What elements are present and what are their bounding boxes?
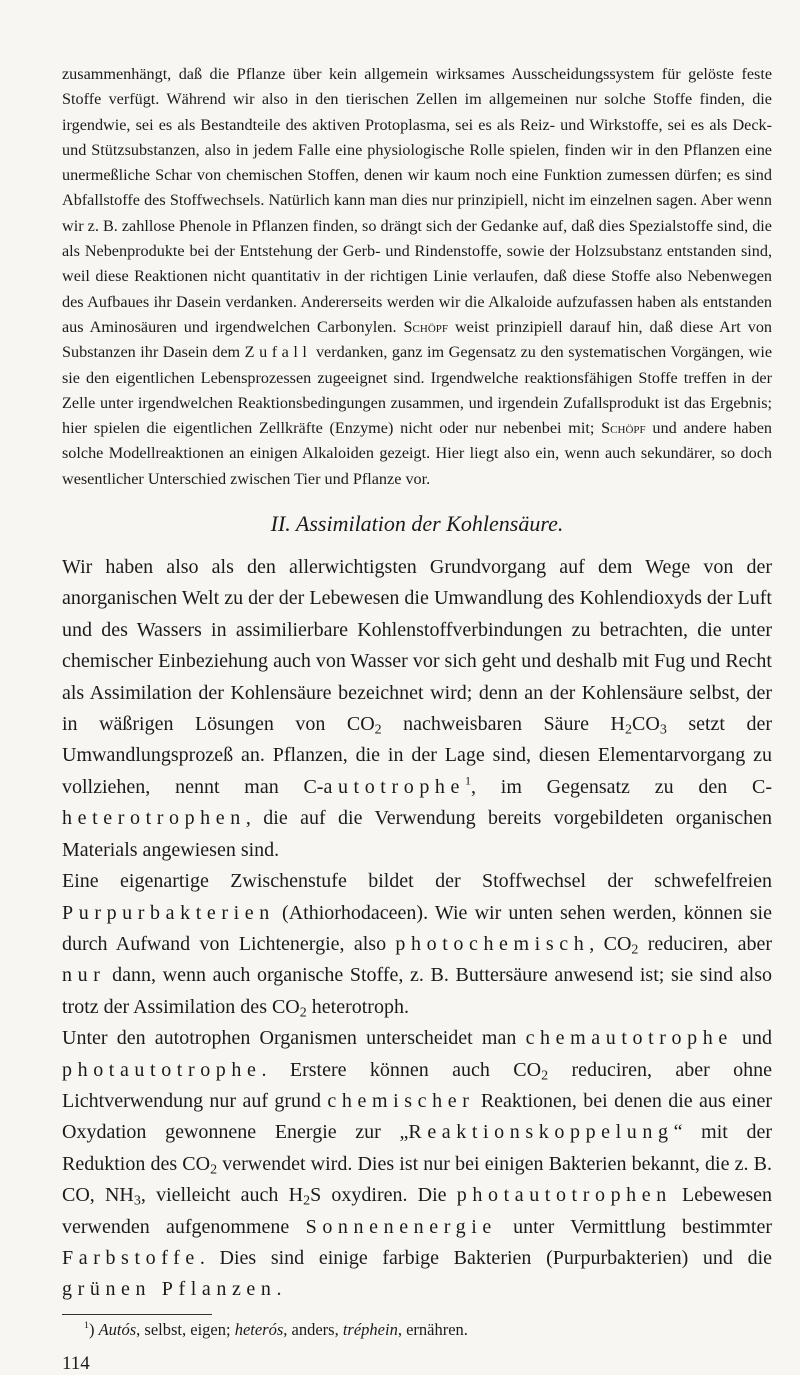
text-run: , im Gegensatz zu den C- xyxy=(471,775,772,798)
emphasis-photautotrophen: photautotrophen xyxy=(456,1184,672,1207)
text-run: reduciren, aber xyxy=(638,932,772,955)
subscript: 2 xyxy=(374,722,382,738)
page-number: 114 xyxy=(62,1352,90,1374)
footnote-term: Autós xyxy=(98,1319,137,1339)
footnote-term: heterós xyxy=(234,1319,284,1339)
text-run: heterotroph. xyxy=(306,995,409,1018)
text-run: . xyxy=(276,1278,282,1301)
intro-text: zusammenhängt, daß die Pflanze über kein allgemein wirksames Ausscheidungssystem für gelöste feste Stoffe verfügt. Während wir also in den tierischen Zellen im allgemeinen nur solche Stoffe finden, die irgendwie, sei es als Bestandteile des aktiven Protoplasma, sei es als Reiz- und Wirkstoffe, sei es als Deck- und Stützsubstanzen, also in jedem Falle eine physiologische Rolle spielen, finden wir in den Pflanzen eine unermeßliche Schar von chemischen Stoffen, denen wir kaum noch eine Funktion zumessen dürfen; es sind Abfallstoffe des Stoffwechsels. Natürlich kann man dies nur prinzipiell, nicht im einzelnen sagen. Aber wenn wir z. B. zahllose Phenole in Pflanzen finden, so drängt sich der Gedanke auf, daß dies Spezialstoffe sind, die als Nebenprodukte bei der Entstehung der Gerb- und Rindenstoffe, sowie der Holzsubstanz entstanden sind, weil diese Reaktionen nicht quantitativ in der richtigen Linie verlaufen, daß diese Stoffe also Nebenwegen des Aufbaues ihr Dasein verdanken. Andererseits werden wir die Alkaloide aufzufassen haben als entstanden aus Aminosäuren und irgendwelchen Carbonylen. xyxy=(62,65,772,336)
emphasis-purpurbakterien: Purpurbakterien xyxy=(62,901,275,924)
text-run: (Athiorhodaceen). Wie wir unten sehen werden, können sie durch Aufwand von Lichtenergie, also xyxy=(62,901,772,955)
subscript: 3 xyxy=(659,722,667,738)
subscript: 2 xyxy=(303,1193,311,1209)
section-heading: II. Assimilation der Kohlensäure. xyxy=(270,511,564,537)
text-run: CO xyxy=(632,713,660,736)
emphasis-heterotrophen: heterotrophen xyxy=(62,807,246,830)
subscript: 2 xyxy=(210,1162,218,1178)
text-run: Wir haben also als den allerwichtigsten Grundvorgang auf dem Wege von der anorganischen Welt zu der der Lebewesen die Umwandlung des Kohlendioxyds der Luft und des Wassers in assimilierbare Kohlenstoffverbindungen zu betrachten, die unter chemischer Einbeziehung auch von Wasser vor sich geht und deshalb mit Fug und Recht als Assimilation der Kohlensäure bezeichnet wird; denn an der Kohlensäure selbst, der in wäßrigen Lösungen von CO xyxy=(62,556,772,736)
emphasis-farbstoffe: Farbstoffe xyxy=(62,1246,200,1269)
text-run: . Erstere können auch CO xyxy=(261,1058,542,1081)
emphasis-chemautotrophe: chemautotrophe xyxy=(525,1027,733,1050)
subscript: 2 xyxy=(625,722,633,738)
intro-paragraph xyxy=(62,62,772,492)
footnote-divider xyxy=(62,1314,212,1315)
subscript: 2 xyxy=(299,1005,307,1021)
paragraph-autotrophe xyxy=(62,1023,772,1306)
text-run: weist prinzipiell darauf hin, daß diese Art von Substanzen ihr Dasein dem xyxy=(62,317,773,362)
emphasis-nur: nur xyxy=(62,964,106,987)
text-run: Unter den autotrophen Organismen unterscheidet man xyxy=(62,1027,526,1050)
text-run: “ mit der Reduktion des CO xyxy=(62,1121,773,1175)
emphasis-photochemisch: photochemisch xyxy=(395,932,590,955)
subscript: 3 xyxy=(133,1193,141,1209)
emphasis-sonnenenergie: Sonnenenergie xyxy=(305,1215,497,1238)
emphasis-autotrophe: autotrophe xyxy=(323,775,465,798)
text-run: nachweisbaren Säure H xyxy=(381,713,626,736)
text-run: , selbst, eigen; xyxy=(136,1319,235,1339)
paragraph-assimilation xyxy=(62,552,772,866)
subscript: 2 xyxy=(631,942,639,958)
text-run: Lebewesen verwenden aufgenommene xyxy=(62,1184,773,1238)
emphasis-gruene-pflanzen: grünen Pflanzen xyxy=(62,1278,277,1301)
text-run: setzt der Umwandlungsprozeß an. Pflanzen, die in der Lage sind, diesen Elementarvorgang zu vollziehen, nennt man C- xyxy=(62,713,773,798)
text-run: . Dies sind einige farbige Bakterien (Purpurbakterien) und die xyxy=(199,1246,772,1269)
text-run: Eine eigenartige Zwischenstufe bildet der Stoffwechsel der schwefelfreien xyxy=(62,870,772,893)
text-run: dann, wenn auch organische Stoffe, z. B. Buttersäure anwesend ist; sie sind also trotz der Assimilation des CO xyxy=(62,964,772,1018)
author-name: Schöpf xyxy=(403,317,448,336)
footnote: $^1$) Autós, selbst, eigen; heterós, anders, tréphein, ernähren. xyxy=(84,1319,468,1339)
text-run: S oxydiren. Die xyxy=(310,1184,457,1207)
text-run: verwendet wird. Dies ist nur bei einigen Bakterien bekannt, die z. B. CO, NH xyxy=(62,1152,772,1207)
text-run: unter Vermittlung bestimmter xyxy=(496,1215,773,1238)
text-run: , anders, xyxy=(283,1319,343,1339)
text-run: reduciren, aber ohne Lichtverwendung nur auf grund xyxy=(62,1058,772,1112)
paragraph-purpurbakterien xyxy=(62,866,772,1023)
text-run: verdanken, ganz im Gegensatz zu den systematischen Vorgängen, wie sie den eigentlichen Lebensprozessen zugeeignet sind. Irgendwelche reaktionsfähigen Stoffe treffen in der Zelle unter irgendwelchen Reaktionsbedingungen zusammen, und irgendein Zufallsprodukt ist das Ergebnis; hier spielen die eigentlichen Zellkräfte (Enzyme) nicht oder nur nebenbei mit; xyxy=(62,343,772,438)
text-run: und xyxy=(732,1027,773,1050)
subscript: 2 xyxy=(541,1068,549,1084)
emphasis-photautotrophe: photautotrophe xyxy=(62,1058,262,1081)
emphasis-zufall: Zufall xyxy=(244,343,312,362)
footnote-term: tréphein xyxy=(342,1319,398,1339)
text-run: , CO xyxy=(589,932,632,955)
text-run: und andere haben solche Modellreaktionen an einigen Alkaloiden gezeigt. Hier liegt also ein, wenn auch sekundärer, so doch wesentlicher Unterschied zwischen Tier und Pflanze vor. xyxy=(62,419,772,488)
text-run: , die auf die Verwendung bereits vorgebildeten organischen Materials angewiesen sind. xyxy=(62,807,772,861)
footnote-reference[interactable]: 1 xyxy=(465,773,471,788)
footnote-marker: 1 xyxy=(84,1319,89,1331)
text-run: , ernähren. xyxy=(397,1319,468,1339)
emphasis-chemischer: chemischer xyxy=(327,1089,475,1112)
emphasis-reaktionskoppelung: Reaktionskoppelung xyxy=(408,1121,674,1144)
text-run: Reaktionen, bei denen die aus einer Oxydation gewonnene Energie zur „ xyxy=(62,1089,772,1144)
author-name: Schöpf xyxy=(601,419,646,438)
book-page xyxy=(62,62,772,1375)
text-run: , vielleicht auch H xyxy=(140,1184,304,1207)
